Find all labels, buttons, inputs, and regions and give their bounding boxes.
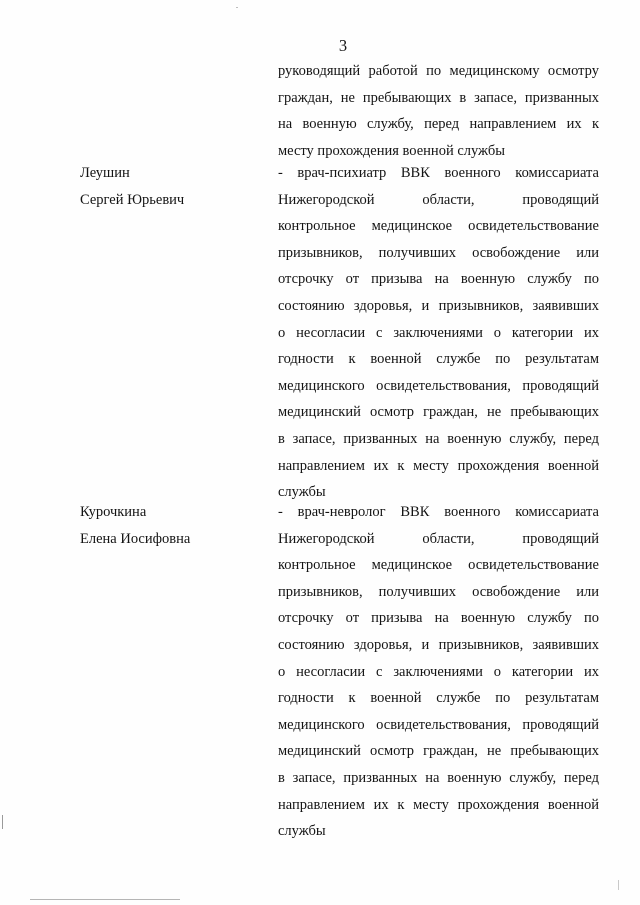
scan-artifact-right-mark [618,880,619,890]
text-line: состоянию здоровья, и призывников, заявивших [278,297,599,314]
text-line: руководящий работой по медицинскому осмотру [278,63,599,79]
given-name: Сергей Юрьевич [80,191,185,208]
scan-artifact-top-dot [236,7,238,8]
person-name-kurochkina [80,499,190,552]
text-line: отсрочку от призыва на военную службу по [278,271,599,288]
text-line: о несогласии с заключениями о категории их [278,663,599,680]
text-line: службы [278,484,326,501]
text-line: - врач-психиатр ВВК военного комиссариата [278,165,599,181]
text-line: в запасе, призванных на военную службу, перед [278,769,599,786]
text-line: медицинского освидетельствования, проводящий [278,716,599,733]
text-line: Нижегородской области, проводящий [278,530,599,547]
text-line: контрольное медицинское освидетельствование [278,557,599,574]
text-line: службы [278,823,326,840]
text-line: контрольное медицинское освидетельствование [278,218,599,235]
text-line: направлением их к месту прохождения военной [278,796,599,813]
continuation-text [278,58,599,164]
text-line: направлением их к месту прохождения военной [278,457,599,474]
text-line: призывников, получивших освобождение или [278,244,599,261]
text-line: - врач-невролог ВВК военного комиссариата [278,504,599,520]
text-line: граждан, не пребывающих в запасе, призванных [278,89,599,106]
surname: Леушин [80,165,130,181]
page-number: 3 [338,36,348,55]
given-name: Елена Иосифовна [80,530,191,547]
text-line: годности к военной службе по результатам [278,351,599,368]
text-line: медицинский осмотр граждан, не пребывающих [278,743,599,760]
person-description-kurochkina [278,499,599,845]
text-line: на военную службу, перед направлением их к [278,116,599,133]
person-name-leushin [80,160,184,213]
text-line: медицинского освидетельствования, проводящий [278,377,599,394]
text-line: призывников, получивших освобождение или [278,583,599,600]
text-line: в запасе, призванных на военную службу, перед [278,430,599,447]
scan-artifact-left-mark [2,815,3,829]
text-line: медицинский осмотр граждан, не пребывающих [278,404,599,421]
text-line: отсрочку от призыва на военную службу по [278,610,599,627]
person-description-leushin [278,160,599,506]
text-line: месту прохождения военной службы [278,142,506,159]
text-line: состоянию здоровья, и призывников, заявивших [278,636,599,653]
scan-artifact-bottom-line [30,899,180,900]
text-line: о несогласии с заключениями о категории их [278,324,599,341]
text-line: годности к военной службе по результатам [278,690,599,707]
surname: Курочкина [80,504,147,520]
text-line: Нижегородской области, проводящий [278,191,599,208]
